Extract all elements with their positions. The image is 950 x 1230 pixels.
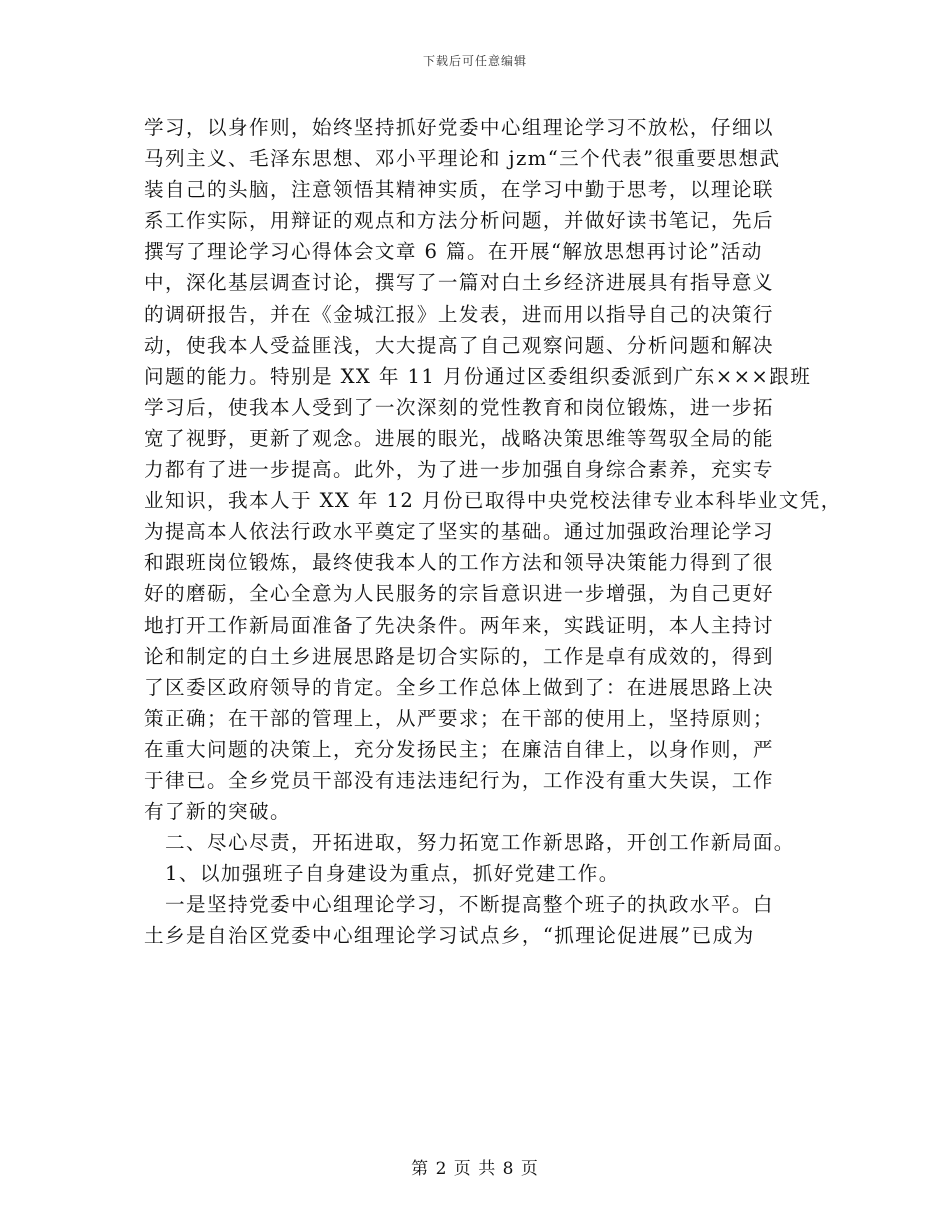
text-line: 好的磨砺，全心全意为人民服务的宗旨意识进一步增强，为自己更好 — [144, 582, 774, 606]
text-line: 宽了视野，更新了观念。进展的眼光，战略决策思维等驾驭全局的能 — [144, 426, 774, 450]
page-number: 第 2 页 共 8 页 — [411, 1159, 539, 1179]
text-line: 系工作实际，用辩证的观点和方法分析问题，并做好读书笔记，先后 — [144, 209, 774, 233]
text-line: 地打开工作新局面准备了先决条件。两年来，实践证明，本人主持讨 — [144, 613, 774, 637]
subsection-heading: 1、以加强班子自身建设为重点，抓好党建工作。 — [144, 862, 620, 886]
text-line: 的调研报告，并在《金城江报》上发表，进而用以指导自己的决策行 — [144, 302, 774, 326]
text-line: 论和制定的白土乡进展思路是切合实际的，工作是卓有成效的，得到 — [144, 644, 774, 668]
text-line: 了区委区政府领导的肯定。全乡工作总体上做到了：在进展思路上决 — [144, 675, 774, 699]
text-line: 和跟班岗位锻炼，最终使我本人的工作方法和领导决策能力得到了很 — [144, 551, 774, 575]
text-line: 马列主义、毛泽东思想、邓小平理论和 jzm“三个代表”很重要思想武 — [144, 147, 781, 171]
text-line: 为提高本人依法行政水平奠定了坚实的基础。通过加强政治理论学习 — [144, 520, 774, 544]
text-line: 学习后，使我本人受到了一次深刻的党性教育和岗位锻炼，进一步拓 — [144, 395, 774, 419]
text-line: 土乡是自治区党委中心组理论学习试点乡，“抓理论促进展”已成为 — [144, 924, 755, 948]
text-line: 中，深化基层调查讨论，撰写了一篇对白土乡经济进展具有指导意义 — [144, 271, 774, 295]
text-line: 动，使我本人受益匪浅，大大提高了自己观察问题、分析问题和解决 — [144, 333, 774, 357]
document-body — [144, 112, 842, 952]
text-line: 力都有了进一步提高。此外，为了进一步加强自身综合素养，充实专 — [144, 458, 774, 482]
text-line: 在重大问题的决策上，充分发扬民主；在廉洁自律上，以身作则，严 — [144, 737, 774, 761]
text-line: 学习，以身作则，始终坚持抓好党委中心组理论学习不放松，仔细以 — [144, 116, 774, 139]
text-line: 撰写了理论学习心得体会文章 6 篇。在开展“解放思想再讨论”活动 — [144, 240, 763, 264]
text-line: 有了新的突破。 — [144, 800, 291, 824]
section-heading: 二、尽心尽责，开拓进取，努力拓宽工作新思路，开创工作新局面。 — [144, 831, 795, 855]
text-line: 策正确；在干部的管理上，从严要求；在干部的使用上，坚持原则； — [144, 706, 774, 730]
text-line: 一是坚持党委中心组理论学习，不断提高整个班子的执政水平。白 — [144, 893, 774, 917]
text-line: 问题的能力。特别是 XX 年 11 月份通过区委组织委派到广东×××跟班 — [144, 364, 812, 388]
page-header: 下载后可任意编辑 — [422, 54, 527, 68]
text-line: 于律已。全乡党员干部没有违法违纪行为，工作没有重大失误，工作 — [144, 768, 774, 792]
text-line: 装自己的头脑，注意领悟其精神实质，在学习中勤于思考，以理论联 — [144, 178, 774, 202]
text-line: 业知识，我本人于 XX 年 12 月份已取得中央党校法律专业本科毕业文凭， — [144, 489, 842, 513]
